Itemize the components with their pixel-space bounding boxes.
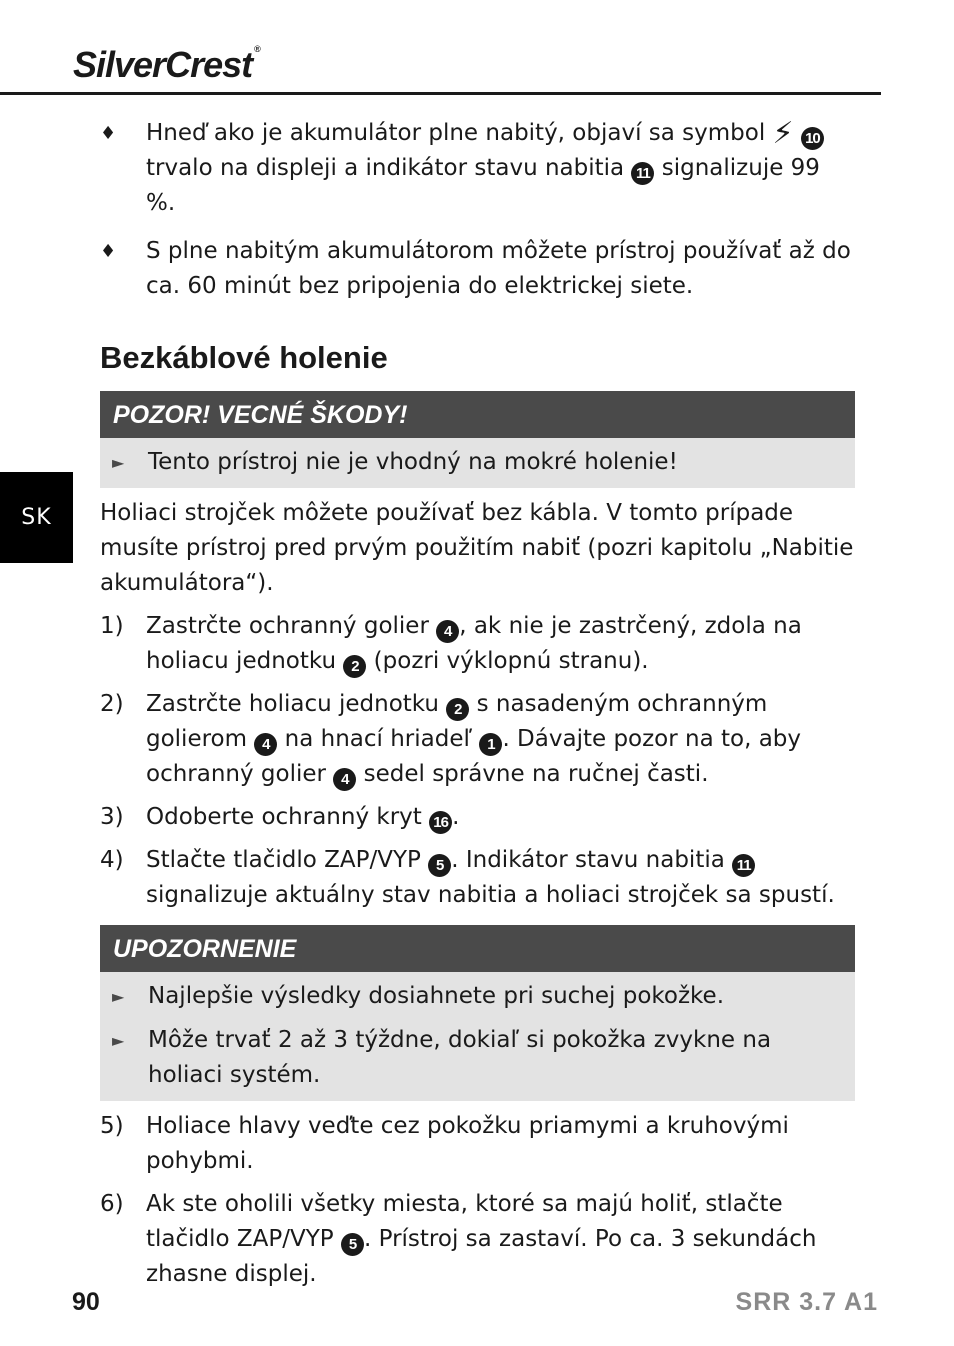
notice-body (100, 972, 855, 1101)
ref-circle: 5 (341, 1233, 364, 1256)
language-tab: SK (0, 472, 73, 563)
diamond-bullet-icon: ♦ (100, 241, 117, 262)
intro-paragraph: Holiaci strojček môžete používať bez kábla. V tomto prípade musíte prístroj pred prvým použitím nabiť (pozri kapitolu „Nabitie akumulátora“). (100, 500, 854, 596)
step-item: 4) Stlačte tlačidlo ZAP/VYP 5 . Indikátor stavu nabitia 11 signalizuje aktuálny stav nabitia a holiaci strojček sa spustí. (100, 843, 855, 913)
brand-logo: SilverCrest ® (73, 44, 260, 85)
step-number: 5) (100, 1113, 124, 1139)
ref-circle: 4 (436, 620, 459, 643)
ref-circle-10: 10 (801, 127, 824, 150)
notice-box (100, 925, 855, 1101)
ref-circle: 4 (333, 768, 356, 791)
step-number: 1) (100, 613, 124, 639)
step-number: 6) (100, 1191, 124, 1217)
ref-circle: 16 (429, 811, 452, 834)
diamond-bullet-icon: ♦ (100, 123, 117, 144)
step-number: 4) (100, 847, 124, 873)
header-rule (0, 92, 881, 95)
arrow-right-icon: ► (112, 987, 125, 1006)
step-number: 3) (100, 804, 124, 830)
step-item: 3) Odoberte ochranný kryt 16 . (100, 800, 855, 835)
notice-item: ► Tento prístroj nie je vhodný na mokré holenie! (148, 445, 845, 480)
step-item: 2) Zastrčte holiacu jednotku 2 s nasadeným ochranným golierom 4 na hnací hriadeľ 1 . Dávajte pozor na to, aby ochranný golier 4 sedel správne na ručnej časti. (100, 687, 855, 792)
arrow-right-icon: ► (112, 453, 125, 472)
ref-circle-11: 11 (631, 162, 654, 185)
section-title: Bezkáblové holenie (100, 340, 388, 375)
notice-item: ► Môže trvať 2 až 3 týždne, dokiaľ si pokožka zvykne na holiaci systém. (148, 1023, 845, 1093)
notice-title: POZOR! VECNÉ ŠKODY! (100, 391, 855, 438)
model-number: SRR 3.7 A1 (735, 1288, 878, 1316)
ref-circle: 1 (479, 733, 502, 756)
bullet-item: ♦ Hneď ako je akumulátor plne nabitý, objaví sa symbol ⚡ 10 trvalo na displeji a indikátor stavu nabitia 11 signalizuje 99 %. (100, 116, 855, 221)
lightning-icon: ⚡ (772, 116, 794, 151)
ref-circle: 11 (732, 854, 755, 877)
notice-item: ► Najlepšie výsledky dosiahnete pri suchej pokožke. (148, 979, 845, 1014)
arrow-right-icon: ► (112, 1031, 125, 1050)
ref-circle: 2 (446, 698, 469, 721)
ref-circle: 5 (428, 854, 451, 877)
ref-circle: 4 (254, 733, 277, 756)
step-item: 1) Zastrčte ochranný golier 4 , ak nie je zastrčený, zdola na holiacu jednotku 2 (pozri výklopnú stranu). (100, 609, 855, 679)
step-number: 2) (100, 691, 124, 717)
notice-body (100, 438, 855, 488)
step-item: 5) Holiace hlavy veďte cez pokožku priamymi a kruhovými pohybmi. (100, 1109, 855, 1179)
page-number: 90 (72, 1288, 100, 1316)
notice-box (100, 391, 855, 488)
bullet-item: ♦ S plne nabitým akumulátorom môžete prístroj používať až do ca. 60 minút bez pripojenia do elektrickej siete. (100, 234, 855, 304)
ref-circle: 2 (343, 655, 366, 678)
page-content (100, 116, 855, 1300)
step-item: 6) Ak ste oholili všetky miesta, ktoré sa majú holiť, stlačte tlačidlo ZAP/VYP 5 . Prístroj sa zastaví. Po ca. 3 sekundách zhasne displej. (100, 1187, 855, 1292)
notice-title: UPOZORNENIE (100, 925, 855, 972)
